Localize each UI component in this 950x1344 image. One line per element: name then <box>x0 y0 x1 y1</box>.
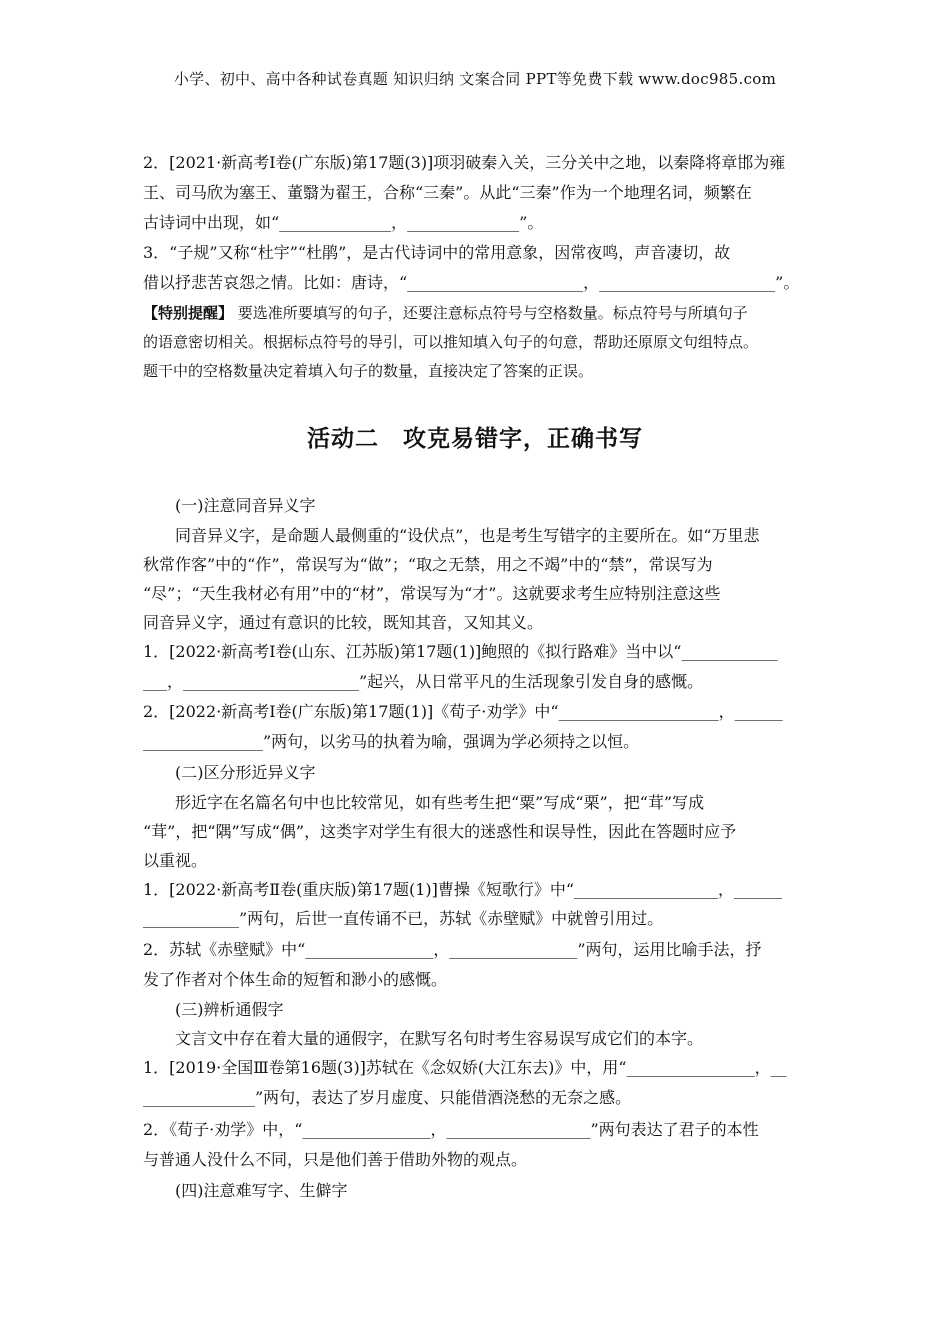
s3-heading: (三)辨析通假字 <box>175 1000 284 1019</box>
s2-para-line2: “茸”，把“隅”写成“偶”，这类字对学生有很大的迷惑性和误导性，因此在答题时应予 <box>143 822 737 841</box>
reminder-line1 <box>143 302 815 324</box>
s2-q2-line2: 发了作者对个体生命的短暂和渺小的感慨。 <box>143 970 448 989</box>
s1-para-line1: 同音异义字，是命题人最侧重的“设伏点”，也是考生写错字的主要所在。如“万里悲 <box>175 526 760 545</box>
s1-q2-line2: _______________”两句，以劣马的执着为喻，强调为学必须持之以恒。 <box>143 732 640 751</box>
s3-q1-line1: 1．[2019·全国Ⅲ卷第16题(3)]苏轼在《念奴娇(大江东去)》中，用“________________，__ <box>143 1058 787 1077</box>
q3-top-line1: 3．“子规”又称“杜宇”“杜鹃”，是古代诗词中的常用意象，因常夜鸣，声音凄切，故 <box>143 243 731 262</box>
activity-title: 活动二 攻克易错字，正确书写 <box>307 426 643 452</box>
reminder-line2: 的语意密切相关。根据标点符号的导引，可以推知填入句子的句意，帮助还原原文句组特点。 <box>143 333 759 351</box>
reminder-label: 【特别提醒】 <box>143 304 234 322</box>
s1-para-line3: “尽”；“天生我材必有用”中的“材”，常误写为“才”。这就要求考生应特别注意这些 <box>143 584 721 603</box>
q2-top-line1: 2．[2021·新高考Ⅰ卷(广东版)第17题(3)]项羽破秦入关，三分关中之地，以秦降将章邯为雍 <box>143 153 786 172</box>
q3-top-line2: 借以抒悲苦哀怨之情。比如：唐诗，“______________________，______________________”。 <box>143 273 800 292</box>
page-header: 小学、初中、高中各种试卷真题 知识归纳 文案合同 PPT等免费下载 www.doc985.com <box>173 70 777 88</box>
s2-heading: (二)区分形近异义字 <box>175 763 316 782</box>
q2-top-line3: 古诗词中出现，如“______________，______________”。 <box>143 213 544 232</box>
s1-para-line2: 秋常作客”中的“作”，常误写为“做”；“取之无禁，用之不竭”中的“禁”，常误写为 <box>143 555 713 574</box>
s3-para-line1: 文言文中存在着大量的通假字，在默写名句时考生容易误写成它们的本字。 <box>175 1029 704 1048</box>
s2-q1-line1: 1．[2022·新高考Ⅱ卷(重庆版)第17题(1)]曹操《短歌行》中“__________________，______ <box>143 880 783 899</box>
s1-q1-line2: ___，______________________”起兴，从日常平凡的生活现象引发自身的感慨。 <box>143 672 704 691</box>
s2-q2-line1: 2．苏轼《赤壁赋》中“________________，________________”两句，运用比喻手法，抒 <box>143 940 762 959</box>
reminder-line3: 题干中的空格数量决定着填入句子的数量，直接决定了答案的正误。 <box>143 362 594 380</box>
s1-heading: (一)注意同音异义字 <box>175 496 316 515</box>
s2-para-line1: 形近字在名篇名句中也比较常见，如有些考生把“粟”写成“栗”，把“茸”写成 <box>175 793 705 812</box>
s1-q1-line1: 1．[2022·新高考Ⅰ卷(山东、江苏版)第17题(1)]鲍照的《拟行路难》当中以“____________ <box>143 642 778 661</box>
s3-q2-line1: 2．《荀子·劝学》中，“________________，__________________”两句表达了君子的本性 <box>143 1120 759 1139</box>
reminder-text1: 要选准所要填写的句子，还要注意标点符号与空格数量。标点符号与所填句子 <box>237 304 748 322</box>
s4-heading: (四)注意难写字、生僻字 <box>175 1181 348 1200</box>
s3-q2-line2: 与普通人没什么不同，只是他们善于借助外物的观点。 <box>143 1150 528 1169</box>
s1-q2-line1: 2．[2022·新高考Ⅰ卷(广东版)第17题(1)]《荀子·劝学》中“____________________，______ <box>143 702 783 721</box>
s3-q1-line2: ______________”两句，表达了岁月虚度、只能借酒浇愁的无奈之感。 <box>143 1088 632 1107</box>
s2-q1-line2: ____________”两句，后世一直传诵不已，苏轼《赤壁赋》中就曾引用过。 <box>143 909 664 928</box>
q2-top-line2: 王、司马欣为塞王、董翳为翟王，合称“三秦”。从此“三秦”作为一个地理名词，频繁在 <box>143 183 752 202</box>
s2-para-line3: 以重视。 <box>143 851 208 870</box>
s1-para-line4: 同音异义字，通过有意识的比较，既知其音，又知其义。 <box>143 613 544 632</box>
